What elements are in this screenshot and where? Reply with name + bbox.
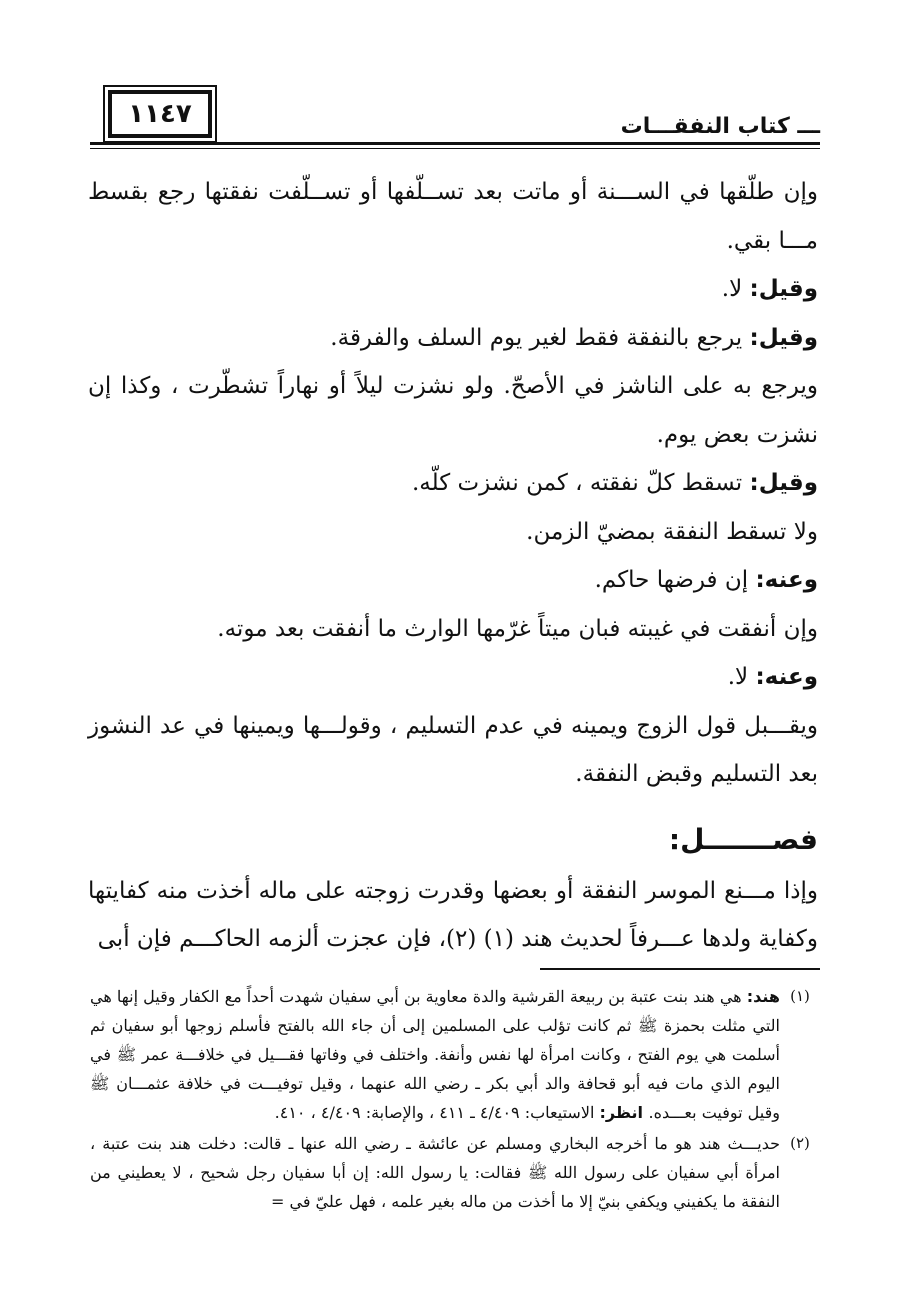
paragraph-4: ويرجع به على الناشز في الأصحّ. ولو نشزت ليلاً أو نهاراً تشطّرت ، وكذا إن نشزت بعض يوم. [88,373,818,448]
paragraph-7 [88,556,818,605]
main-text [88,168,818,964]
footnote-number: (٢) [790,1134,810,1152]
header-rule [90,142,820,145]
paragraph-text: إن فرضها حاكم. [594,567,756,593]
paragraph-9 [88,653,818,702]
paragraph-label: وقيل: [749,470,818,496]
header-rule-thin [90,148,820,149]
page-header [90,82,820,157]
paragraph-label: وعنه: [755,567,818,593]
paragraph-10: ويقـــبل قول الزوج ويمينه في عدم التسليم ، وقولـــها ويمينها في عد النشوز بعد التسليم وقبض النفقة. [88,712,818,787]
paragraph-3 [88,314,818,363]
paragraph-label: وقيل: [749,324,818,351]
footnote-2 [90,1129,820,1216]
paragraph-label: وقيل: [749,276,818,302]
footnote-ref-label: انظر: [599,1103,649,1122]
paragraph-label: وعنه: [755,664,818,690]
paragraph-text: لا. [727,664,756,690]
footnotes [90,982,820,1218]
paragraph-text: يرجع بالنفقة فقط لغير يوم السلف والفرقة. [330,324,750,351]
paragraph-text: تسقط كلّ نفقته ، كمن نشزت كلّه. [411,470,750,496]
paragraph-text: لا. [721,276,750,302]
footnote-body: حديـــث هند هو ما أخرجه البخاري ومسلم عن عائشة ـ رضي الله عنها ـ قالت: دخلت هند بنت عتبة ، امرأة أبي سفيان على رسول الله ﷺ فقالت: يا رسول الله: إن أبا سفيان رجل شحيح ، لا يعطيني من النفقة ما يكفيني ويكفي بنيّ إلا ما أخذت من ماله بغير علمه ، فهل عليّ في = [90,1134,780,1211]
section-heading: فصـــــــل: [668,822,818,856]
running-title: ـــ كتاب النفقـــات [620,114,820,139]
paragraph-11: وإذا مـــنع الموسر النفقة أو بعضها وقدرت زوجته على ماله أخذت منه كفايتها وكفاية ولدها عـــرفاً لحديث هند (١) (٢)، فإن عجزت ألزمه الحاكـــم فإن أبى [88,877,818,952]
footnote-text [90,1129,780,1216]
footnote-ref: الاستيعاب: ٤/٤٠٩ ـ ٤١١ ، والإصابة: ٤/٤٠٩ ، ٤١٠. [274,1103,600,1122]
page-number: ١١٤٧ [108,90,212,138]
paragraph-1: وإن طلّقها في الســـنة أو ماتت بعد تســلّفها أو تســلّفت نفقتها رجع بقسط مـــا بقي. [88,179,818,254]
footnote-1 [90,982,820,1127]
footnote-text [90,982,780,1127]
paragraph-5 [88,459,818,508]
footnote-number: (١) [790,987,810,1005]
footnote-separator [540,968,820,970]
paragraph-8: وإن أنفقت في غيبته فبان ميتاً غرّمها الوارث ما أنفقت بعد موته. [217,615,818,642]
paragraph-6: ولا تسقط النفقة بمضيّ الزمن. [526,518,818,545]
paragraph-2 [88,265,818,314]
footnote-body: هي هند بنت عتبة بن ربيعة القرشية والدة معاوية بن أبي سفيان شهدت أحداً مع الكفار وقيل إنها هي التي مثلت بحمزة ﷺ ثم كانت تؤلب على المسلمين إلى أن جاء الله بالفتح فأسلم زوجها أبو سفيان ثم أسلمت هي يوم الفتح ، وكانت امرأة لها نفس وأنفة. واختلف في وفاتها فقـــيل في خلافـــة عمر ﷺ في اليوم الذي مات فيه أبو قحافة والد أبي بكر ـ رضي الله عنهما ، وقيل توفيـــت في خلافة عثمـــان ﷺ وقيل توفيت بعـــده. [90,987,780,1122]
footnote-label: هند: [746,987,780,1006]
